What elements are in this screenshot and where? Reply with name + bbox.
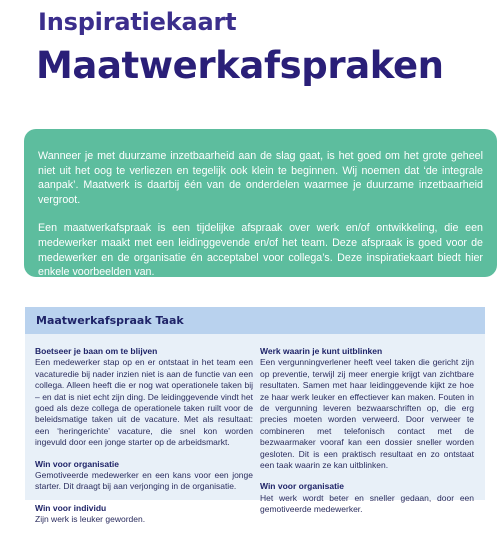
intro-paragraph-1: Wanneer je met duurzame inzetbaarheid aan de slag gaat, is het goed om het grote geheel niet uit het oog te verliezen en tegelijk ook klein te beginnen. Wij noemen dat ‘de integrale aanpak’. Maatwerk is daarbij één van de onderdelen waarmee je duurzame inzetbaarheid vergroot.: [38, 150, 483, 206]
maatwerk-card: [25, 307, 485, 525]
win-individual-text: Zijn werk is leuker geworden.: [35, 514, 146, 525]
example-heading: Werk waarin je kunt uitblinken: [260, 346, 383, 356]
right-column: [260, 346, 474, 526]
example-text: Een vergunningverlener heeft veel taken die gericht zijn op preventie, terwijl zij meer energie krijgt van zichtbare resultaten. Samen met haar leidinggevende kijkt ze hoe ze haar werk leuker en effectiever kan maken. Fouten in de vergunning leveren bezwaarschriften op, die erg precies moeten worden verweerd. Door verweer te combineren met telefonisch contact met de bezwaarmaker vooraf kan een dossier sneller worden gesloten. Dit is een praktisch resultaat en zo ontstaat een taak waarin ze kan uitblinken.: [260, 357, 474, 471]
card-title: Maatwerkafspraak Taak: [25, 307, 485, 334]
page-kicker: Inspiratiekaart: [38, 8, 237, 36]
example-text: Een medewerker stap op en er ontstaat in het team een vacaturedie bij nader inzien niet is aan de functie van een collega. Alleen heeft die er nog wat operationele taken bij – en dat is niet echt zijn ding. De leidinggevende vindt het goed als deze collega de operationele taken ruilt voor de beleidsmatige taken uit de vacature. Met als resultaat: een ‘heringerichte’ vacature, die snel kon worden ingevuld door een jonge starter op de arbeidsmarkt.: [35, 357, 253, 448]
win-organisation-text: Gemotiveerde medewerker en een kans voor een jonge starter. Dit draagt bij aan verjonging in de organisatie.: [35, 470, 253, 492]
win-organisation-heading: Win voor organisatie: [260, 481, 344, 492]
intro-paragraph-2: Een maatwerkafspraak is een tijdelijke afspraak over werk en/of ontwikkeling, die een medewerker maakt met een leidinggevende en/of het team. Deze afspraak is goed voor de medewerker en de organisatie én acceptabel voor collega’s. Deze inspiratiekaart biedt hier enkele voorbeelden van.: [38, 222, 483, 279]
win-individual-heading: Win voor individu: [35, 502, 107, 513]
left-column: [35, 346, 253, 536]
win-organisation-heading: Win voor organisatie: [35, 458, 119, 469]
intro-box: [24, 129, 497, 277]
page-title: Maatwerkafspraken: [36, 44, 444, 87]
win-organisation-text: Het werk wordt beter en sneller gedaan, door een gemotiveerde medewerker.: [260, 492, 474, 515]
example-heading: Boetseer je baan om te blijven: [35, 346, 158, 356]
